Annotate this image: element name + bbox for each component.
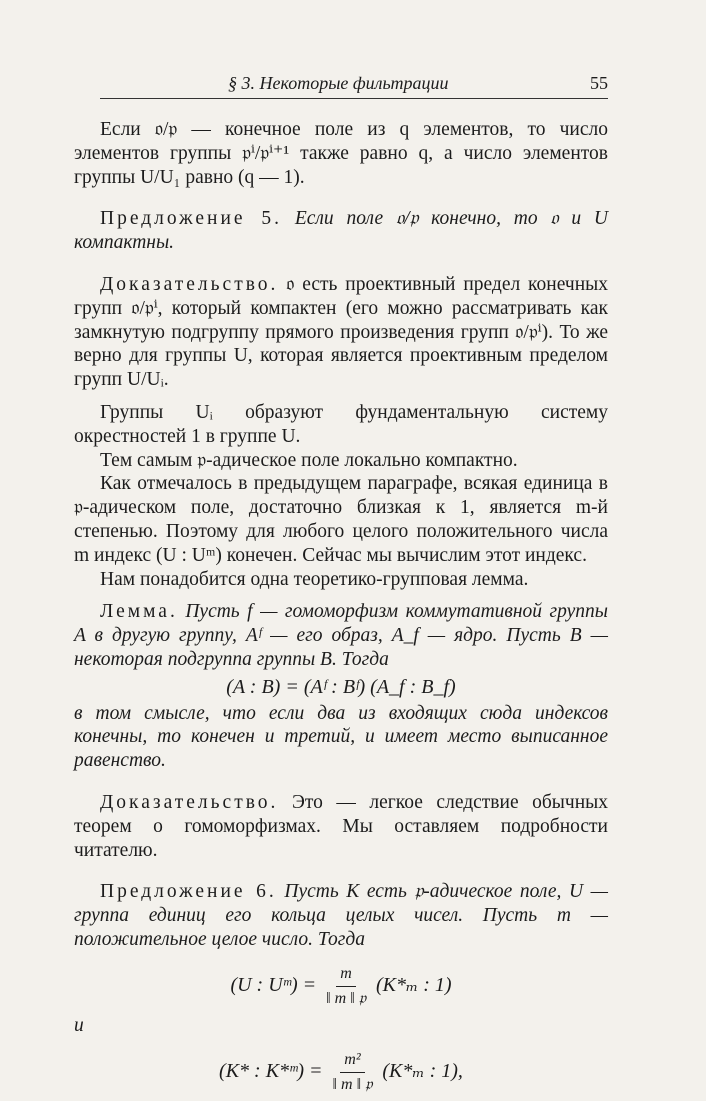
proof-proposition-5 (74, 273, 608, 392)
proof-lemma (74, 791, 608, 862)
proposition-6 (74, 880, 608, 951)
paragraph-lemma-intro: Нам понадобится одна теоретико-групповая лемма. (100, 568, 529, 590)
formula-multiplicative-index (74, 1048, 608, 1097)
formula-2-rhs: (K*ₘ : 1), (382, 1060, 463, 1083)
proposition-6-label: Предложение 6. (100, 881, 277, 903)
running-header (100, 72, 608, 99)
proposition-5 (74, 207, 608, 255)
formula-2-lhs: (K* : K*ᵐ) = (219, 1060, 323, 1083)
lemma-label: Лемма. (100, 601, 178, 623)
proof-text: 𝔬 есть проективный предел конечных групп 𝔬/𝔭ⁱ, который компактен (его можно рассматривать как замкнутую подгруппу прямого произведения групп 𝔬/𝔭ⁱ). То же верно для группы U, которая является проективным пределом групп U/Uᵢ. (74, 273, 608, 391)
lemma-formula: (A : B) = (Aᶠ : Bᶠ) (A_f : B_f) (226, 675, 456, 698)
formula-1-fraction (322, 962, 370, 1011)
formula-1-numerator: m (336, 962, 356, 987)
formula-2-numerator: m² (340, 1048, 364, 1073)
section-title: § 3. Некоторые фильтрации (228, 73, 449, 93)
proposition-5-text: Если поле 𝔬/𝔭 конечно, то 𝔬 и U компактны. (74, 208, 609, 254)
paragraph-neighbourhoods: Группы Uᵢ образуют фундаментальную систему окрестностей 1 в группе U. (74, 401, 608, 447)
lemma (74, 600, 608, 671)
formula-units-index (74, 962, 608, 1011)
proof-lemma-text: Это — легкое следствие обычных теорем о гомоморфизмах. Мы оставляем подробности читателю. (74, 791, 608, 861)
proposition-5-label: Предложение 5. (100, 208, 282, 230)
formula-2-fraction (329, 1048, 377, 1097)
lemma-continuation: в том смысле, что если два из входящих сюда индексов конечны, то конечен и третий, и имеет место выписанное равенство. (74, 702, 608, 772)
paragraph-index: Как отмечалось в предыдущем параграфе, всякая единица в 𝔭-адическом поле, достаточно близкая к 1, является m-й степенью. Поэтому для любого целого положительного числа m индекс (U : Uᵐ) конечен. Сейчас мы вычислим этот индекс. (74, 473, 608, 566)
proof-lemma-label: Доказательство. (100, 791, 279, 813)
lemma-text: Пусть f — гомоморфизм коммутативной группы A в другую группу, Aᶠ — его образ, A_f — ядро. Пусть B — некоторая подгруппа группы B. Тогда (74, 601, 608, 670)
main-text (74, 118, 608, 1101)
page-number: 55 (590, 73, 608, 93)
formula-1-rhs: (K*ₘ : 1) (375, 974, 452, 997)
paragraph-finite-field: Если 𝔬/𝔭 — конечное поле из q элементов, то число элементов группы 𝔭ⁱ/𝔭ⁱ⁺¹ также равно q, а число элементов группы U/U₁ равно (q — 1). (74, 119, 608, 188)
proposition-6-text: Пусть K есть 𝔭-адическое поле, U — группа единиц его кольца целых чисел. Пусть m — положительное целое число. Тогда (74, 881, 609, 950)
conjunction: и (74, 1015, 84, 1037)
paragraph-locally-compact: Тем самым 𝔭-адическое поле локально компактно. (100, 449, 518, 471)
formula-1-denominator: ‖ m ‖ 𝔭 (326, 989, 366, 1007)
formula-2-denominator: ‖ m ‖ 𝔭 (332, 1075, 373, 1093)
formula-1-lhs: (U : Uᵐ) = (230, 974, 317, 997)
proof-label: Доказательство. (100, 273, 279, 295)
